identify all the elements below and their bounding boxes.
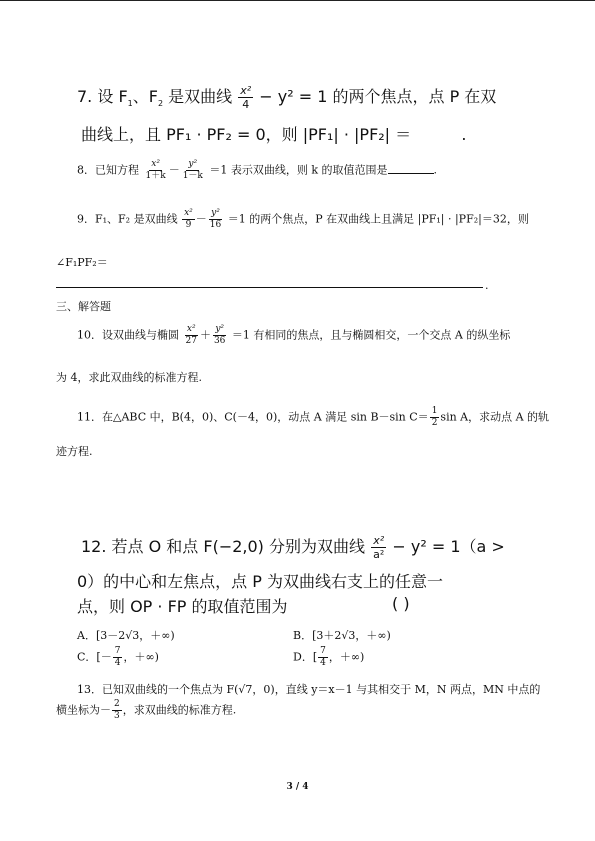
q11-line2: 迹方程. xyxy=(56,445,93,458)
q12-line2: 0）的中心和左焦点，点 P 为双曲线右支上的任意一 xyxy=(77,572,444,591)
q12-prefix: 12. 若点 O 和点 F(−2,0) 分别为双曲线 xyxy=(81,537,366,556)
q7-frac-num: x² xyxy=(240,84,252,97)
q8-frac1 xyxy=(144,160,168,181)
q13-line1: 13．已知双曲线的一个焦点为 F(√7，0)，直线 y＝x－1 与其相交于 M，N 两点，MN 中点的 xyxy=(77,683,541,696)
q7-text-c: 是双曲线 xyxy=(163,87,233,106)
q10-frac1-num: x² xyxy=(186,324,196,334)
q7-line2 xyxy=(81,122,466,145)
q7-sub1: 1 xyxy=(127,99,133,109)
q13-suffix: ，求双曲线的标准方程. xyxy=(122,703,237,717)
q12-optc-den: 4 xyxy=(114,658,121,668)
q13-frac xyxy=(112,700,122,721)
q7-line2-end: . xyxy=(461,125,467,144)
q12-option-a[interactable]: A．[3－2√3，＋∞) xyxy=(77,629,175,642)
q8-minus: － xyxy=(168,163,180,177)
q11-frac-den: 2 xyxy=(431,418,438,428)
q10-frac1-den: 27 xyxy=(185,336,197,346)
q11-frac xyxy=(430,407,440,428)
q12-frac-num: x² xyxy=(373,534,385,547)
q12-optd-frac xyxy=(318,647,328,668)
q7-fraction xyxy=(238,85,253,110)
q12-option-c[interactable] xyxy=(77,647,159,668)
q10-line1 xyxy=(77,325,510,346)
q9-frac1 xyxy=(182,209,195,230)
q13-line2 xyxy=(56,700,236,721)
q12-line3-text: 点，则 OP · FP 的取值范围为 xyxy=(77,597,288,616)
q12-option-d[interactable] xyxy=(293,647,364,668)
section-heading: 三、解答题 xyxy=(56,300,111,313)
q8-frac2 xyxy=(181,160,205,181)
q12-fraction xyxy=(371,535,386,560)
q10-frac2-num: y² xyxy=(215,324,225,334)
q9 xyxy=(77,209,529,230)
q8-prefix: 8．已知方程 xyxy=(77,163,139,177)
q10-line2: 为 4，求此双曲线的标准方程. xyxy=(56,371,202,384)
q7-frac-den: 4 xyxy=(242,98,250,111)
q7-line1 xyxy=(77,84,496,110)
q11-line1 xyxy=(77,407,549,428)
q12-optc-post: ，＋∞) xyxy=(123,650,159,664)
q9-line2: ∠F₁PF₂＝ xyxy=(56,256,108,269)
q12-line1-end: − y² = 1（a > xyxy=(392,537,505,556)
q9-frac2 xyxy=(208,209,223,230)
q11-prefix: 11．在△ABC 中，B(4，0)、C(－4，0)，动点 A 满足 sin B－sin C＝ xyxy=(77,410,429,424)
q9-frac2-num: y² xyxy=(211,208,220,218)
q11-suffix: sin A，求动点 A 的轨 xyxy=(440,410,550,424)
q13-frac-den: 3 xyxy=(114,711,120,721)
q12-optc-num: 7 xyxy=(114,646,121,656)
q8 xyxy=(77,160,437,181)
q12-optc-frac xyxy=(113,647,123,668)
q12-frac-den: a² xyxy=(373,548,385,561)
q12-optd-post: ，＋∞) xyxy=(328,650,365,664)
q12-line1 xyxy=(81,534,505,560)
q11-frac-num: 1 xyxy=(431,406,438,416)
q7-text-a: 7. 设 F xyxy=(77,87,128,106)
q10-suffix: ＝1 有相同的焦点，且与椭圆相交，一个交点 A 的纵坐标 xyxy=(231,328,511,342)
q10-plus: ＋ xyxy=(199,328,211,342)
q9-prefix: 9．F₁、F₂ 是双曲线 xyxy=(77,212,178,226)
q9-answer-line[interactable] xyxy=(56,287,483,288)
q12-option-b[interactable]: B．[3＋2√3，＋∞) xyxy=(293,629,391,642)
q12-answer-paren[interactable]: ( ) xyxy=(392,594,410,613)
q8-answer-blank[interactable] xyxy=(388,163,434,174)
q10-prefix: 10．设双曲线与椭圆 xyxy=(77,328,179,342)
q12-line3 xyxy=(77,594,288,617)
q8-end: . xyxy=(433,163,438,177)
q9-frac1-den: 9 xyxy=(185,220,192,230)
q8-frac1-num: x² xyxy=(151,159,160,169)
q8-frac1-den: 1＋k xyxy=(145,171,166,181)
q7-text-d: − y² = 1 的两个焦点，点 P 在双 xyxy=(259,87,497,106)
q9-end: . xyxy=(485,279,489,292)
q9-frac1-num: x² xyxy=(184,208,193,218)
q12-optc-pre: C．[－ xyxy=(77,650,112,664)
q12-optd-pre: D．[ xyxy=(293,650,318,664)
q12-optd-den: 4 xyxy=(320,658,326,668)
q10-frac2-den: 36 xyxy=(213,336,226,346)
q13-frac-num: 2 xyxy=(114,699,120,709)
q7-line2-text: 曲线上，且 PF₁ · PF₂ = 0，则 |PF₁| · |PF₂| ＝ xyxy=(81,125,412,144)
top-rule xyxy=(0,0,595,1)
q7-sub2: 2 xyxy=(157,99,164,109)
q9-frac2-den: 16 xyxy=(209,220,222,230)
q8-suffix: ＝1 表示双曲线，则 k 的取值范围是 xyxy=(209,163,388,177)
q12-optd-num: 7 xyxy=(320,646,326,656)
q8-frac2-num: y² xyxy=(188,159,198,169)
q8-frac2-den: 1－k xyxy=(182,171,203,181)
q10-frac2 xyxy=(212,325,227,346)
q7-text-b: 、F xyxy=(132,87,158,106)
q9-minus: － xyxy=(195,212,207,226)
q9-suffix: ＝1 的两个焦点，P 在双曲线上且满足 |PF₁| · |PF₂|＝32，则 xyxy=(227,212,529,226)
q13-prefix: 横坐标为－ xyxy=(56,703,111,717)
page-number: 3 / 4 xyxy=(286,782,309,792)
q10-frac1 xyxy=(184,325,199,346)
